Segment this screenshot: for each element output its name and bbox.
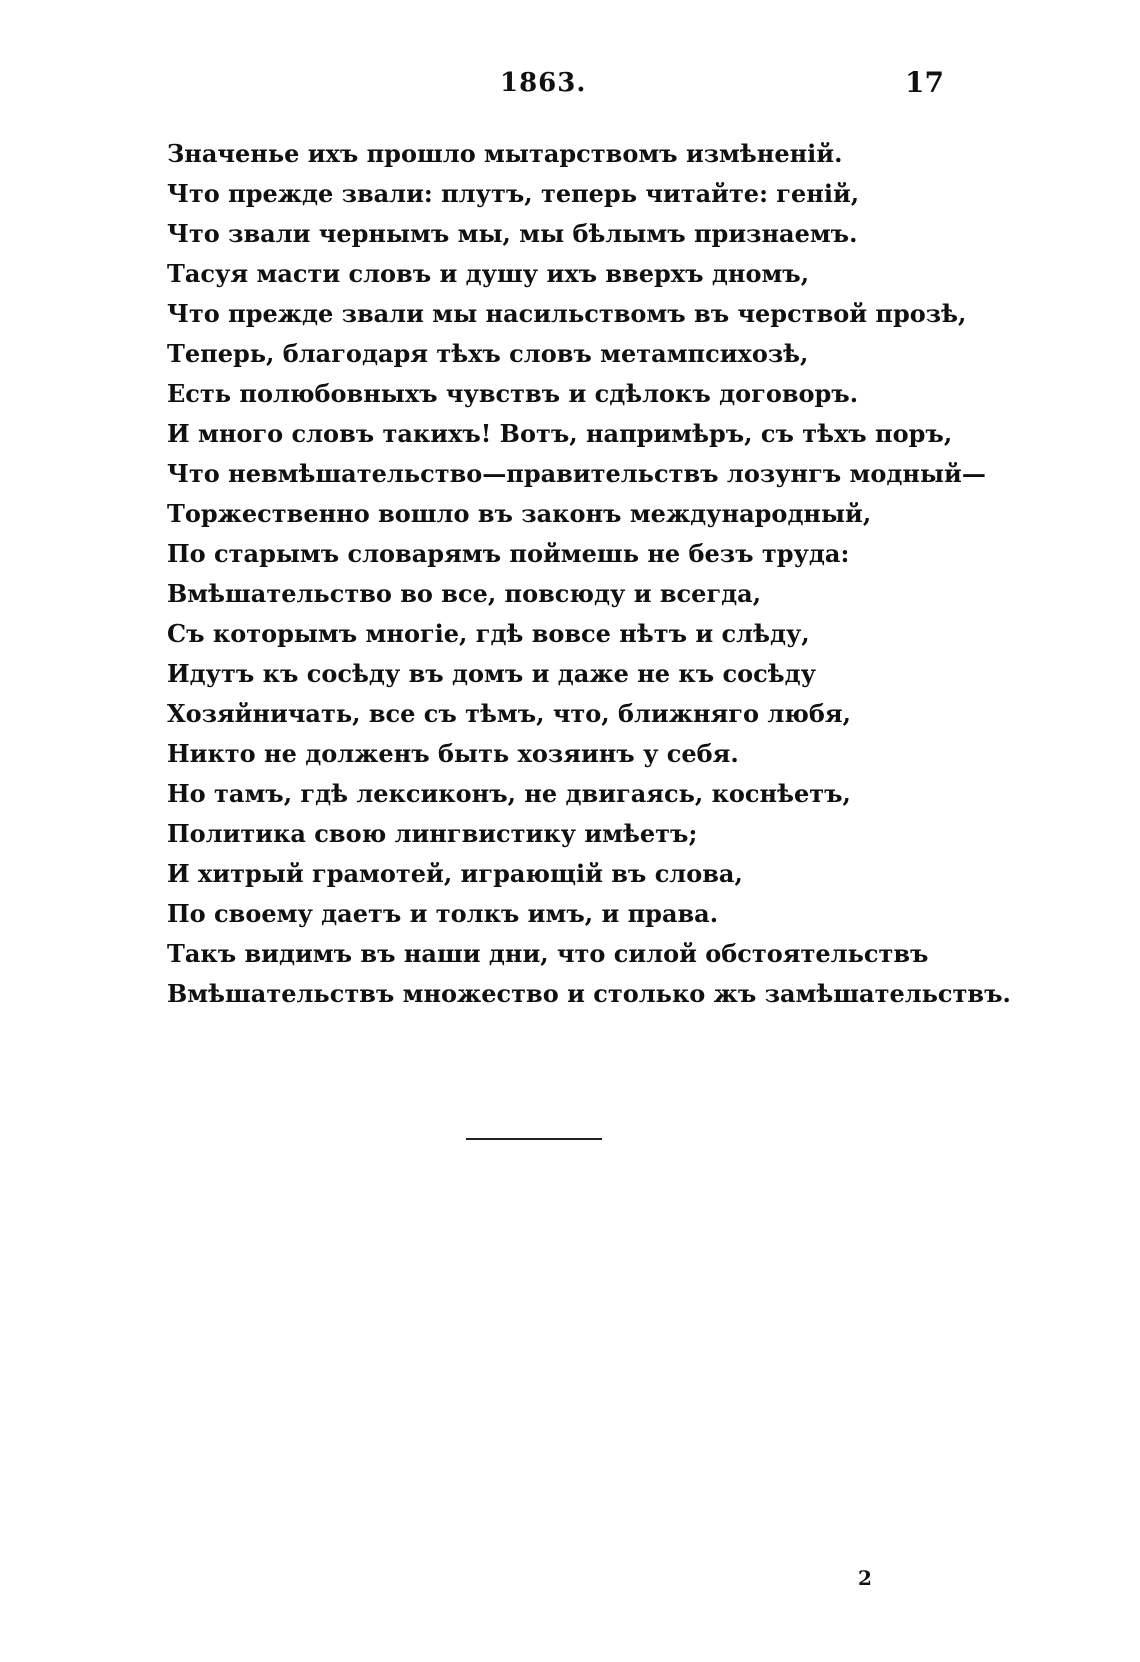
poem-line: Что прежде звали мы насильствомъ въ черствой прозѣ, <box>167 299 967 328</box>
section-divider <box>466 1138 602 1140</box>
poem-line: По своему даетъ и толкъ имъ, и права. <box>167 899 719 928</box>
page-number: 17 <box>905 66 944 99</box>
header-year: 1863. <box>500 68 587 98</box>
printer-signature-mark: 2 <box>858 1566 872 1590</box>
poem-line: Никто не долженъ быть хозяинъ у себя. <box>167 739 739 768</box>
poem-line: Что невмѣшательство—правительствъ лозунгъ модный— <box>167 459 986 488</box>
poem-line: Значенье ихъ прошло мытарствомъ измѣненій. <box>167 139 843 168</box>
poem-line: Идутъ къ сосѣду въ домъ и даже не къ сосѣду <box>167 659 816 688</box>
poem-line: По старымъ словарямъ поймешь не безъ труда: <box>167 539 850 568</box>
poem-line: Съ которымъ многіе, гдѣ вовсе нѣтъ и слѣду, <box>167 619 810 648</box>
poem-line: Но тамъ, гдѣ лексиконъ, не двигаясь, коснѣетъ, <box>167 779 851 808</box>
poem-line: Такъ видимъ въ наши дни, что силой обстоятельствъ <box>167 939 929 968</box>
poem-line: Есть полюбовныхъ чувствъ и сдѣлокъ договоръ. <box>167 379 859 408</box>
poem-line: Торжественно вошло въ законъ международный, <box>167 499 872 528</box>
poem-text <box>167 134 1011 1014</box>
poem-line: И много словъ такихъ! Вотъ, напримѣръ, съ тѣхъ поръ, <box>167 419 953 448</box>
poem-line: Хозяйничать, все съ тѣмъ, что, ближняго любя, <box>167 699 851 728</box>
poem-line: Тасуя масти словъ и душу ихъ вверхъ дномъ, <box>167 259 810 288</box>
poem-line: Вмѣшательство во все, повсюду и всегда, <box>167 579 762 608</box>
poem-line: Политика свою лингвистику имѣетъ; <box>167 819 698 848</box>
poem-line: Что звали чернымъ мы, мы бѣлымъ признаемъ. <box>167 219 858 248</box>
poem-line: Что прежде звали: плутъ, теперь читайте: геній, <box>167 179 860 208</box>
poem-line: И хитрый грамотей, играющій въ слова, <box>167 859 743 888</box>
poem-line: Теперь, благодаря тѣхъ словъ метампсихозѣ, <box>167 339 809 368</box>
poem-line: Вмѣшательствъ множество и столько жъ замѣшательствъ. <box>167 979 1011 1008</box>
